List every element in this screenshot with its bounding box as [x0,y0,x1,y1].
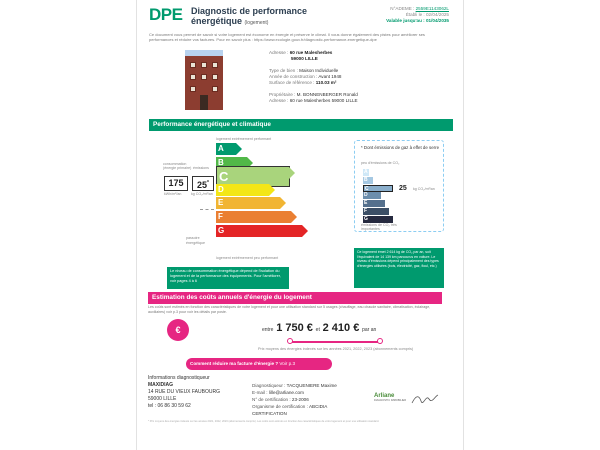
piggy-bank-icon: € [167,319,189,341]
number-label: N°ADEME : [390,6,415,11]
arliane-logo-sub: DIAGNOSTIC IMMOBILIER [374,399,407,402]
energy-class-a [216,143,236,155]
diag-org: ABCIDIA [308,404,328,409]
owner-label: Propriétaire : [269,92,296,97]
conso-label: consommation (énergie primaire) [163,162,192,171]
ges-panel-value: 25 [399,185,407,192]
valid-label: Valable jusqu'au : [386,18,425,23]
diag-addr1: 14 RUE DU VIEUX FAUBOURG [148,389,220,395]
ges-value: 25 [197,180,208,190]
ges-class-e: E [363,200,385,207]
surface-value: 110.03 m² [315,80,337,85]
energy-class-d [216,184,269,196]
ges-top-note: peu d'émissions de CO₂ [361,161,400,165]
energy-class-g [216,225,302,237]
cost-and: et [315,327,320,333]
valid-date: 01/04/2035 [426,18,449,23]
cost-max: 2 410 € [322,322,360,334]
passoire-separator [200,209,214,210]
title-line-2: énergétique [191,16,243,26]
energy-class-letter: G [218,225,225,235]
owner-value: M. BONNENBERGER Ronald [296,92,358,97]
ges-unit: kg CO₂/m²/an [191,192,213,196]
title-line-1: Diagnostic de performance [191,6,308,16]
year-label: Année de construction : [269,74,318,79]
owner-address-value: 60 rue Malesherbes 59000 LILLE [289,98,358,103]
address-line1: 60 rue Malesherbes [289,50,333,55]
cost-note: Prix moyens des énergies indexés sur les années 2021, 2022, 2023 (abonnements compris) [258,347,414,351]
reduce-bill-button[interactable] [186,358,332,370]
diag-org-label: Organisme de certification : [252,404,308,409]
energy-info: Le niveau de consommation énergétique dépend de l'isolation du logement et de la performance des équipements. Pour l'améliorer, voir pages 4 à 6 [167,267,289,289]
passoire-label: passoire énergétique [186,236,205,245]
emission-label: émissions [193,166,209,170]
diag-addr2: 59000 LILLE [148,396,177,402]
diag-name-label: Diagnostiqueur : [252,383,286,388]
diag-company-name: MAXIDIAG [148,382,173,388]
energy-class-letter: C [219,169,229,185]
address-block [269,50,449,104]
arliane-logo-text: Arliane [374,393,395,399]
costs-intro: Les coûts sont estimés en fonction des caractéristiques de votre logement et pour une utilisation standard sur 5 usages (chauffage, eau chaude sanitaire, climatisation, éclairage, auxiliaires) voir p.3 pour voir les détails par poste. [148,305,431,314]
diag-title: Informations diagnostiqueur [148,375,210,381]
intro-text: Ce document vous permet de savoir si votre logement est économe en énergie et préserve le climat. Il vous donne également des pistes pour améliorer ses performances et réduire vos factures. Pour en savoir plus : https://www.ecologie.gouv.fr/diagnostic-performance-energetique-dpe [149,32,425,42]
conso-unit: kWh/m²/an [164,192,182,196]
address-line2: 59000 LILLE [291,56,318,61]
established-label: Établi le : [405,12,425,17]
ges-class-d: D [363,192,381,199]
cost-max-dot [377,338,383,344]
performance-section-title: Performance énergétique et climatique [149,119,453,131]
diag-email-link[interactable]: lille@arliane.com [268,390,304,395]
diag-company [148,382,220,410]
document-meta [386,6,449,24]
conso-value: 175 [164,176,188,191]
signature [410,392,440,406]
energy-class-f [216,211,291,223]
reduce-bill-link: Voir p.3 [279,361,295,366]
ges-bottom-note: émissions de CO₂ très importantes [361,223,397,232]
owner-address-label: Adresse : [269,98,289,103]
ges-panel-unit: kg CO₂/m²/an [413,187,435,191]
energy-class-letter: E [218,198,224,208]
type-value: Maison Individuelle [299,68,339,73]
cost-min: 1 750 € [276,322,313,334]
house-photo [185,50,223,110]
ges-class-c: C [363,185,393,192]
diag-email-label: E-mail : [252,390,268,395]
ges-panel [354,140,444,232]
energy-class-letter: A [218,144,224,153]
ges-title: * Dont émissions de gaz à effet de serre [361,145,440,150]
cost-range-track [290,341,380,343]
ges-class-b: B [363,177,373,184]
diag-cert: 23-2006 [291,397,309,402]
ges-class-g: G [363,216,393,223]
arliane-logo [374,393,406,402]
costs-section-title: Estimation des coûts annuels d'énergie du logement [148,292,442,304]
cost-per-year: par an [362,327,377,333]
type-label: Type de bien : [269,68,298,73]
ademe-number-link[interactable]: 2559E1143062L [415,6,449,11]
surface-label: Surface de référence : [269,80,315,85]
scale-bottom-note: logement extrêmement peu performant [216,256,279,260]
cost-between: entre [262,327,274,333]
established-date: 02/04/2025 [426,12,449,17]
ges-class-a: A [364,169,368,175]
header [149,5,455,30]
cost-range [262,322,376,334]
title-sub: (logement) [244,20,269,26]
energy-class-e [216,197,280,209]
ges-class-f: F [363,208,389,215]
address-label: Adresse : [269,50,289,55]
scale-top-note: logement extrêmement performant [216,137,272,141]
ges-info: Ce logement émet 2 614 kg de CO₂ par an, soit l'équivalent de 14 139 km parcourus en voiture. Le niveau d'émissions dépend principalement des types d'énergies utilisées (bois, électricité, gaz, fioul, etc.) [354,248,444,288]
diag-cert-word: CERTIFICATION [252,411,287,416]
energy-class-letter: D [218,184,224,194]
dpe-logo: DPE [149,5,183,24]
cost-min-dot [287,338,293,344]
energy-class-letter: F [218,212,223,221]
diag-tel: tel : 06 86 30 59 62 [148,403,191,409]
diag-cert-label: N° de certification : [252,397,291,402]
year-value: Avant 1948 [318,74,342,79]
energy-class-letter: B [218,157,224,167]
diag-name: TACQUENIERE Maxime [286,383,337,388]
ges-value-box: 25* [192,176,214,191]
reduce-bill-label: Comment réduire ma facture d'énergie ? [190,361,279,366]
diag-details [252,382,337,417]
document-title [191,6,307,28]
footer-note: * Prix moyens des énergies indexés sur les années 2021, 2022, 2023 (abonnements compris). Les coûts sont estimés en fonction des caractéristiques de votre logement et pour une utilisation standard. [148,420,380,423]
